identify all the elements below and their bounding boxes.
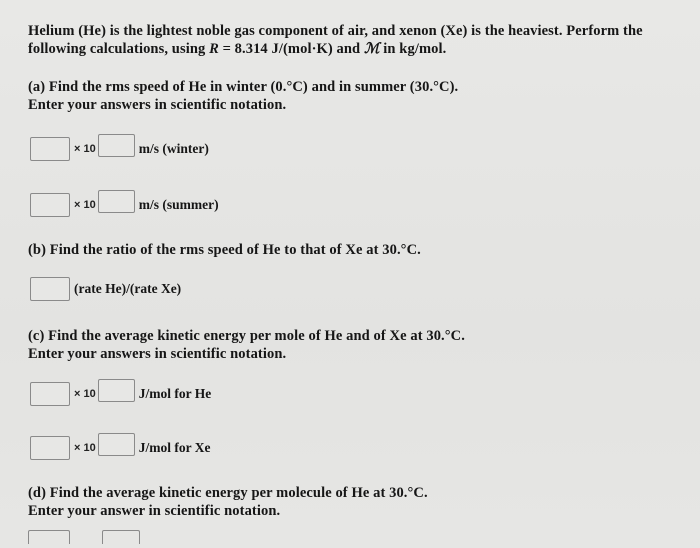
part-c-question: (c) Find the average kinetic energy per mole of He and of Xe at 30.°C.: [28, 328, 465, 344]
times-ten-label: × 10: [74, 199, 96, 211]
mantissa-input-ke-he[interactable]: [30, 382, 70, 406]
part-d-instruction: Enter your answer in scientific notation.: [28, 503, 281, 519]
answer-row-ke-he: [30, 380, 211, 408]
answer-row-winter-speed: [30, 135, 209, 163]
times-ten-label: × 10: [74, 143, 96, 155]
unit-label-ke-he: J/mol for He: [138, 386, 212, 401]
intro-text: in kg/mol.: [379, 41, 447, 57]
exponent-input-summer[interactable]: [98, 190, 135, 213]
part-b-question: (b) Find the ratio of the rms speed of He to that of Xe at 30.°C.: [28, 242, 421, 258]
intro-text: = 8.314 J/(mol·K) and: [218, 41, 364, 57]
molar-mass-symbol: ℳ: [363, 41, 380, 57]
exponent-input-winter[interactable]: [98, 134, 135, 157]
mantissa-input-ke-molecule-partial[interactable]: [28, 530, 70, 544]
exponent-input-ke-he[interactable]: [98, 379, 135, 402]
problem-intro: [28, 22, 643, 58]
part-a-prompt: [28, 78, 458, 114]
times-ten-label: × 10: [74, 388, 96, 400]
intro-line-2: [28, 40, 643, 58]
part-d-question: (d) Find the average kinetic energy per molecule of He at 30.°C.: [28, 485, 428, 501]
mantissa-input-summer[interactable]: [30, 193, 70, 217]
gas-constant-symbol: R: [209, 41, 219, 57]
part-a-instruction: Enter your answers in scientific notation.: [28, 97, 287, 113]
mantissa-input-winter[interactable]: [30, 137, 70, 161]
unit-label-ke-xe: J/mol for Xe: [138, 440, 211, 455]
answer-row-ratio: [30, 275, 181, 303]
unit-label-summer: m/s (summer): [138, 197, 219, 212]
part-a-question: (a) Find the rms speed of He in winter (0.°C) and in summer (30.°C).: [28, 79, 459, 95]
times-ten-label: × 10: [74, 442, 96, 454]
unit-label-winter: m/s (winter): [138, 141, 209, 156]
answer-row-summer-speed: [30, 191, 219, 219]
part-c-instruction: Enter your answers in scientific notation.: [28, 346, 287, 362]
intro-line-1: Helium (He) is the lightest noble gas component of air, and xenon (Xe) is the heaviest. Perform the: [28, 23, 643, 39]
unit-label-ratio: (rate He)/(rate Xe): [74, 281, 182, 296]
part-c-prompt: [28, 327, 465, 363]
answer-row-ke-xe: [30, 434, 210, 462]
ratio-input[interactable]: [30, 277, 70, 301]
mantissa-input-ke-xe[interactable]: [30, 436, 70, 460]
exponent-input-ke-xe[interactable]: [98, 433, 135, 456]
part-d-prompt: [28, 484, 428, 520]
exponent-input-ke-molecule-partial[interactable]: [102, 530, 140, 544]
intro-text: following calculations, using: [28, 41, 210, 57]
